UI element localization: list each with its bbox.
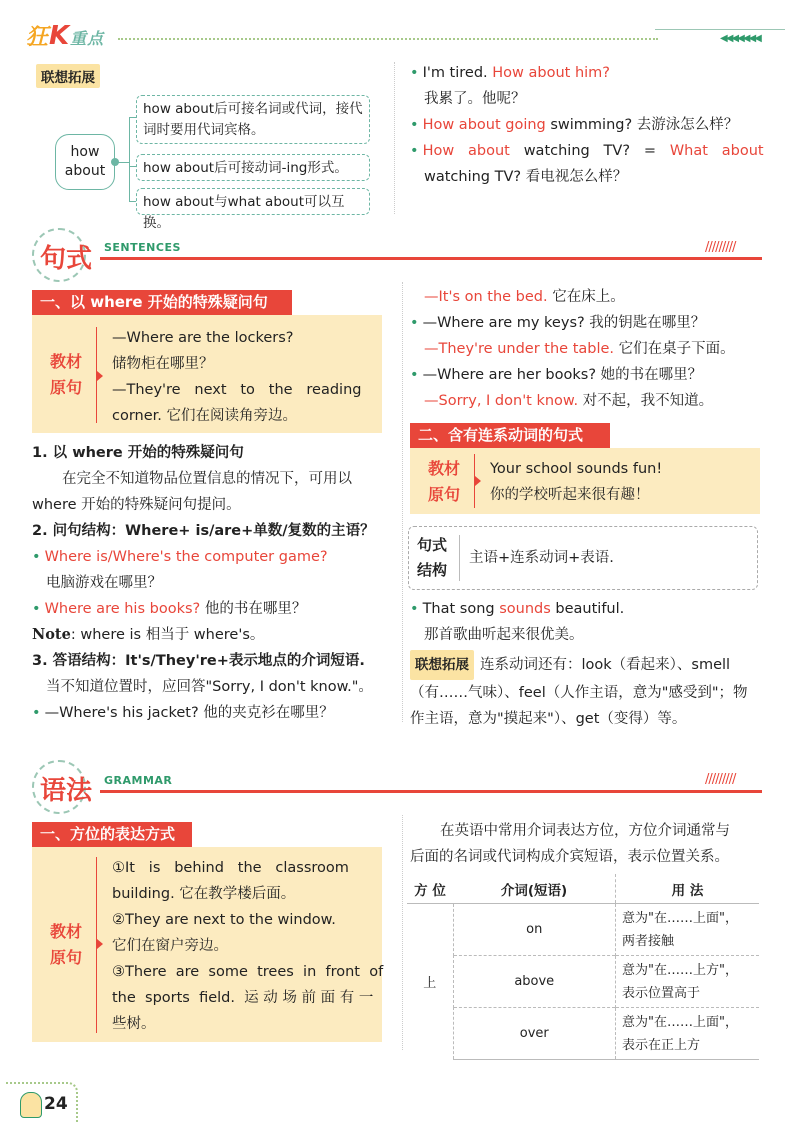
brand-logo: 狂K重点	[26, 21, 105, 51]
mindmap-node-dot	[111, 158, 119, 166]
ribbon-where-questions: 一、以 where 开始的特殊疑问句	[32, 290, 292, 315]
section-rule	[100, 790, 762, 793]
sentence-line: —They're next to the reading	[112, 382, 362, 398]
ribbon-linking-verbs: 二、含有连系动词的句式	[410, 423, 610, 448]
table-header: 用 法	[616, 874, 760, 904]
sentence-line: corner. 它们在阅读角旁边。	[112, 408, 298, 424]
pattern-box	[408, 526, 758, 590]
where-explanations	[32, 440, 384, 726]
point-heading: 2. 问句结构：Where+ is/are+单数/复数的主语？	[32, 523, 375, 539]
mindmap-box-2: how about后可接动词-ing形式。	[136, 154, 370, 181]
textbook-label: 教材 原句	[50, 352, 83, 397]
pointer-icon	[97, 371, 103, 381]
lightbulb-icon	[20, 1092, 42, 1118]
page-number: 24	[44, 1094, 68, 1114]
point-text: 当不知道位置时，应回答"Sorry, I don't know."。	[46, 679, 373, 695]
mindmap-box-1: how about后可接名词或代词，接代 词时要用代词宾格。	[136, 95, 370, 144]
pattern-label: 句式 结构	[417, 536, 448, 579]
section-title-grammar: 语法	[40, 776, 93, 806]
mindmap-tag: 联想拓展	[36, 64, 100, 88]
textbook-label: 教材 原句	[428, 459, 461, 504]
sentence-line: building. 它在教学楼后面。	[112, 886, 296, 902]
example-line: • —Where's his jacket? 他的夹克衫在哪里？	[32, 700, 384, 726]
table-cell: 意为"在……上面"， 表示在正上方	[616, 1008, 760, 1060]
grammar-intro	[410, 818, 762, 870]
page-number-badge	[0, 1082, 80, 1122]
table-cell: above	[453, 956, 616, 1008]
sentence-line: 储物柜在哪里？	[112, 356, 214, 372]
example-line: • —Where are my keys? 我的钥匙在哪里？	[410, 310, 762, 336]
table-header: 方 位	[407, 874, 453, 904]
ribbon-position: 一、方位的表达方式	[32, 822, 192, 847]
arrows-icon: ◀◀◀◀◀◀◀	[720, 33, 760, 44]
sentence-line: the sports field. 运 动 场 前 面 有 一	[112, 990, 374, 1006]
note-line: Note: where is 相当于 where's。	[32, 626, 265, 643]
table-header: 介词(短语)	[453, 874, 616, 904]
table-cell: 意为"在……上面"， 两者接触	[616, 904, 760, 956]
extension-line: 联想拓展 连系动词还有：look（看起来）、smell	[410, 650, 762, 680]
table-cell: on	[453, 904, 616, 956]
pointer-icon	[97, 939, 103, 949]
sentence-line: ①It is behind the classroom	[112, 860, 349, 876]
table-header-row	[407, 874, 759, 904]
header-rule	[655, 29, 785, 30]
table-cell: 上	[407, 904, 453, 1060]
example-line: watching TV? 看电视怎么样？	[424, 169, 628, 185]
slash-decoration: /////////	[705, 240, 736, 255]
pointer-icon	[475, 476, 481, 486]
extension-tag: 联想拓展	[410, 650, 474, 680]
example-line: • How about watching TV? = What about	[410, 138, 762, 164]
pattern-divider	[459, 535, 460, 581]
table-row	[407, 904, 759, 956]
textbook-sentences	[112, 325, 374, 429]
table-row	[407, 1008, 759, 1060]
example-line: —It's on the bed. 它在床上。	[424, 289, 625, 305]
textbook-sentences	[112, 855, 384, 1037]
textbook-sentence-box	[32, 315, 382, 433]
example-line: 电脑游戏在哪里？	[46, 575, 162, 591]
section-title-sentences: 句式	[40, 244, 93, 274]
header-dotted-line	[118, 38, 658, 40]
table-row	[407, 956, 759, 1008]
textbook-label: 教材 原句	[50, 922, 83, 967]
section-rule	[100, 257, 762, 260]
example-line: • Where is/Where's the computer game?	[32, 544, 384, 570]
sentence-line: —Where are the lockers?	[112, 330, 294, 346]
column-divider	[402, 282, 403, 722]
extension-line: （有……气味）、feel（人作主语，意为"感受到"；物	[410, 685, 748, 701]
textbook-sentence-box-2	[410, 448, 760, 514]
slash-decoration: /////////	[705, 772, 736, 787]
intro-line: 在英语中常用介词表达方位，方位介词通常与	[440, 823, 730, 839]
sentence-line: 你的学校听起来很有趣！	[490, 487, 650, 503]
sentence-line: ③There are some trees in front of	[112, 964, 384, 980]
example-line: 我累了。他呢？	[424, 91, 526, 107]
point-heading: 1. 以 where 开始的特殊疑问句	[32, 445, 244, 461]
grammar-textbook-box	[32, 847, 382, 1042]
example-line: • —Where are her books? 她的书在哪里？	[410, 362, 762, 388]
pattern-text: 主语+连系动词+表语.	[469, 550, 614, 566]
section-subtitle-sentences: SENTENCES	[104, 241, 181, 254]
example-line: • That song sounds beautiful.	[410, 596, 762, 622]
table-cell: over	[453, 1008, 616, 1060]
column-divider	[402, 815, 403, 1050]
extension-line: 作主语，意为"摸起来"）、get（变得）等。	[410, 711, 687, 727]
intro-line: 后面的名词或代词构成介宾短语，表示位置关系。	[410, 849, 729, 865]
mindmap-branch-line	[129, 117, 130, 201]
textbook-sentences	[490, 456, 662, 508]
where-answers	[410, 284, 762, 414]
mindmap-box-3: how about与what about可以互换。	[136, 188, 370, 215]
mindmap-center: how about	[55, 134, 115, 190]
sentence-line: 它们在窗户旁边。	[112, 938, 228, 954]
point-text: 在完全不知道物品位置信息的情况下，可用以	[62, 471, 352, 487]
column-divider	[394, 62, 395, 214]
example-line: • Where are his books? 他的书在哪里？	[32, 596, 384, 622]
how-about-examples	[410, 60, 762, 190]
sentence-line: 些树。	[112, 1016, 156, 1032]
example-line: • I'm tired. How about him?	[410, 60, 762, 86]
point-text: where 开始的特殊疑问句提问。	[32, 497, 241, 513]
linking-verb-example	[410, 596, 762, 732]
example-line: —They're under the table. 它们在桌子下面。	[424, 341, 735, 357]
point-heading: 3. 答语结构：It's/They're+表示地点的介词短语.	[32, 653, 365, 669]
example-line: 那首歌曲听起来很优美。	[424, 627, 584, 643]
section-subtitle-grammar: GRAMMAR	[104, 774, 173, 787]
sentence-line: ②They are next to the window.	[112, 912, 336, 928]
sentence-line: Your school sounds fun!	[490, 461, 663, 477]
table-cell: 意为"在……上方"， 表示位置高于	[616, 956, 760, 1008]
page-header	[0, 0, 800, 54]
preposition-table	[407, 874, 759, 1060]
example-line: —Sorry, I don't know. 对不起，我不知道。	[424, 393, 714, 409]
example-line: • How about going swimming? 去游泳怎么样？	[410, 112, 762, 138]
